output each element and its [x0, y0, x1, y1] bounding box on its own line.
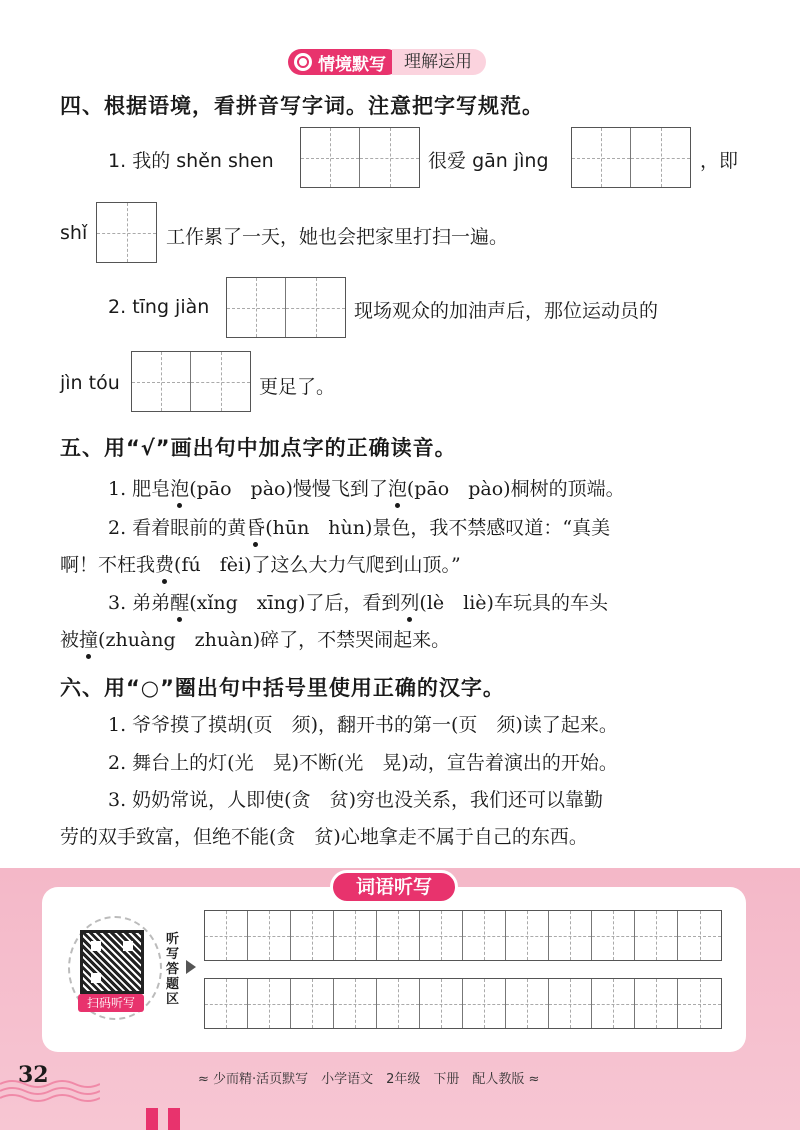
qr-label: 扫码听写: [78, 994, 144, 1012]
answer-box-tingjian[interactable]: [226, 277, 346, 338]
arrow-right-icon: [186, 960, 196, 974]
header-sub-label: 理解运用: [392, 49, 486, 75]
s4-q1-end: 工作累了一天，她也会把家里打扫一遍。: [166, 226, 509, 248]
s5-line3: 啊！不枉我费(fú fèi)了这么大力气爬到山顶。”: [60, 550, 461, 577]
answer-box-shenshen[interactable]: [300, 127, 420, 188]
dictation-row-1[interactable]: [204, 910, 722, 961]
s6-line1: 1. 爷爷摸了摸胡(页 须)，翻开书的第一(页 须)读了起来。: [108, 714, 618, 736]
s5-line2: 2. 看着眼前的黄昏(hūn hùn)景色，我不禁感叹道：“真美: [108, 513, 610, 540]
section5-title: 五、用“√”画出句中加点字的正确读音。: [60, 436, 457, 460]
s4-q2-py2: jìn tóu: [60, 372, 120, 394]
answer-box-ganjing[interactable]: [571, 127, 691, 188]
wave-decoration: [0, 1078, 100, 1106]
s5-line5: 被撞(zhuàng zhuàn)碎了，不禁哭闹起来。: [60, 625, 450, 652]
header-badge: [288, 49, 400, 75]
section6-title: 六、用“○”圈出句中括号里使用正确的汉字。: [60, 676, 505, 700]
s5-line1: 1. 肥皂泡(pāo pào)慢慢飞到了泡(pāo pào)桐树的顶端。: [108, 474, 625, 501]
s6-line2: 2. 舞台上的灯(光 晃)不断(光 晃)动，宣告着演出的开始。: [108, 752, 618, 774]
tab-marker-1: [146, 1108, 158, 1130]
s4-q2-prefix: 2. tīng jiàn: [108, 296, 210, 318]
dictation-row-2[interactable]: [204, 978, 722, 1029]
section4-title: 四、根据语境，看拼音写字词。注意把字写规范。: [60, 94, 544, 118]
s4-q1-mid: 很爱 gān jìng: [428, 150, 549, 172]
answer-box-shi[interactable]: [96, 202, 157, 263]
header-badge-label: 情境默写: [318, 54, 386, 75]
s4-q2-end: 更足了。: [259, 376, 336, 398]
s4-q1-num-prefix: 1. 我的 shěn shen: [108, 150, 274, 172]
answer-box-jintou[interactable]: [131, 351, 251, 412]
answer-area-label: 听 写 答 题 区: [166, 932, 180, 1007]
badge-icon: [294, 53, 312, 71]
qr-code-icon[interactable]: [80, 930, 144, 994]
s4-q1-ji: ，即: [700, 150, 739, 172]
s4-q1-py3: shǐ: [60, 222, 88, 244]
section-header: [288, 48, 486, 76]
footer-text: ≈ 少而精·活页默写 小学语文 2年级 下册 配人教版 ≈: [198, 1072, 540, 1087]
s4-q2-mid: 现场观众的加油声后，那位运动员的: [354, 300, 659, 322]
tab-marker-2: [168, 1108, 180, 1130]
s6-line4: 劳的双手致富，但绝不能(贪 贫)心地拿走不属于自己的东西。: [60, 826, 588, 848]
s6-line3: 3. 奶奶常说，人即使(贪 贫)穷也没关系，我们还可以靠勤: [108, 789, 603, 811]
dictation-label: 词语听写: [330, 870, 458, 904]
s5-line4: 3. 弟弟醒(xǐng xīng)了后，看到列(lè liè)车玩具的车头: [108, 588, 608, 615]
page-number: 32: [18, 1062, 49, 1088]
